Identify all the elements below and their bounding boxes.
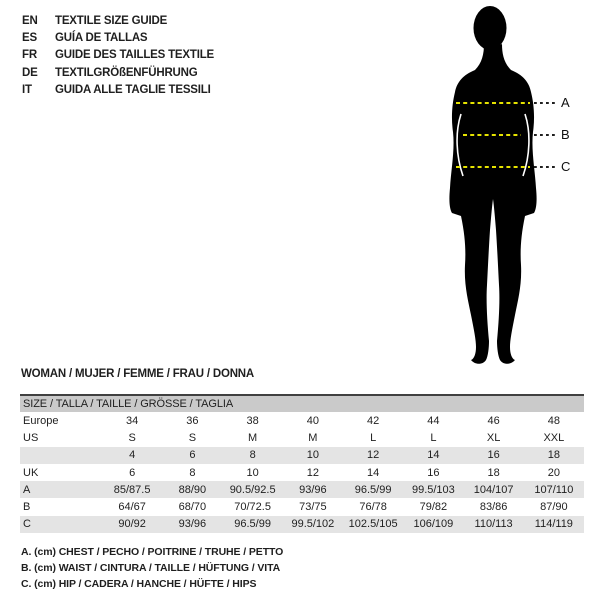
head-silhouette [474, 6, 507, 50]
size-cell: 12 [367, 449, 380, 462]
size-cell: 90.5/92.5 [229, 483, 276, 496]
size-cell: 99.5/103 [411, 483, 455, 496]
size-cell: 106/109 [413, 518, 454, 531]
size-cell: 44 [427, 414, 440, 427]
size-cell: 79/82 [419, 501, 448, 514]
row-label: A [23, 483, 31, 496]
size-cell: 93/96 [178, 518, 207, 531]
size-cell: 18 [547, 449, 560, 462]
language-code: ES [22, 31, 37, 44]
measurement-legend [21, 544, 283, 592]
size-cell: XXL [543, 431, 565, 444]
size-cell: 10 [246, 466, 259, 479]
size-cell: 64/67 [118, 501, 146, 514]
size-cell: 6 [129, 466, 136, 479]
size-cell: 85/87.5 [113, 483, 151, 496]
size-cell: 90/92 [118, 518, 146, 531]
measurement-label-a: A [561, 95, 570, 110]
table-header-label: SIZE / TALLA / TAILLE / GRÖSSE / TAGLIA [23, 398, 234, 410]
table-header-row [20, 394, 584, 412]
language-header [22, 12, 214, 98]
size-cell: 40 [306, 414, 319, 427]
size-cell: S [128, 431, 136, 444]
size-cell: 38 [246, 414, 259, 427]
body-silhouette [449, 44, 536, 364]
size-cell: 8 [249, 449, 256, 462]
size-cell: 12 [306, 466, 319, 479]
language-row [22, 81, 214, 98]
size-cell: 93/96 [299, 483, 327, 496]
language-code: EN [22, 14, 38, 27]
size-cell: 42 [367, 414, 380, 427]
language-code: DE [22, 66, 38, 79]
size-cell: 14 [427, 449, 440, 462]
guide-title: TEXTILGRÖßENFÜHRUNG [55, 66, 198, 79]
row-label: B [23, 501, 31, 514]
size-cell: 96.5/99 [234, 518, 271, 531]
language-row [22, 12, 214, 29]
size-cell: 6 [189, 449, 196, 462]
size-cell: 14 [367, 466, 380, 479]
table-row-waist-b [20, 498, 584, 515]
size-cell: 114/119 [534, 518, 573, 531]
section-title: WOMAN / MUJER / FEMME / FRAU / DONNA [21, 368, 255, 380]
guide-title: TEXTILE SIZE GUIDE [55, 14, 168, 27]
size-cell: 73/75 [299, 501, 327, 514]
row-label: Europe [23, 414, 59, 427]
size-cell: 16 [427, 466, 440, 479]
row-label: UK [23, 466, 39, 479]
table-row-europe [20, 412, 584, 429]
size-cell: 8 [189, 466, 196, 479]
size-cell: 96.5/99 [354, 483, 392, 496]
language-code: IT [22, 83, 32, 96]
size-cell: 102.5/105 [348, 518, 398, 531]
size-cell: 110/113 [474, 518, 513, 531]
size-cell: S [188, 431, 197, 444]
table-row-hip-c [20, 516, 584, 533]
size-cell: 16 [487, 449, 500, 462]
size-cell: 34 [126, 414, 139, 427]
language-row [22, 47, 214, 64]
guide-title: GUÍA DE TALLAS [55, 31, 148, 44]
size-cell: M [308, 431, 318, 444]
table-row-us-numeric [20, 447, 584, 464]
size-cell: L [370, 431, 377, 444]
language-code: FR [22, 49, 37, 62]
size-cell: XL [486, 431, 501, 444]
size-cell: 4 [129, 449, 136, 462]
size-cell: 20 [547, 466, 560, 479]
size-cell: 83/86 [479, 501, 508, 514]
size-table [20, 394, 584, 533]
size-cell: 87/90 [540, 501, 568, 514]
guide-title: GUIDE DES TAILLES TEXTILE [55, 49, 214, 62]
legend-hip: C. (cm) HIP / CADERA / HANCHE / HÜFTE / HIPS [21, 578, 257, 590]
measurement-label-c: C [561, 159, 571, 174]
legend-waist: B. (cm) WAIST / CINTURA / TAILLE / HÜFTUNG / VITA [21, 562, 281, 574]
row-label: C [23, 518, 31, 531]
size-cell: 18 [487, 466, 500, 479]
size-cell: 46 [487, 414, 500, 427]
language-row [22, 29, 214, 46]
size-cell: 36 [186, 414, 199, 427]
woman-silhouette-figure [415, 0, 600, 370]
guide-title: GUIDA ALLE TAGLIE TESSILI [55, 83, 211, 96]
size-cell: 76/78 [359, 501, 387, 514]
size-cell: 99.5/102 [291, 518, 335, 531]
legend-chest: A. (cm) CHEST / PECHO / POITRINE / TRUHE / PETTO [21, 546, 284, 558]
size-cell: 107/110 [534, 483, 574, 496]
size-cell: 70/72.5 [234, 501, 271, 514]
size-cell: 104/107 [473, 483, 514, 496]
measurement-label-b: B [561, 127, 570, 142]
size-cell: 48 [547, 414, 560, 427]
table-row-us [20, 429, 584, 446]
size-cell: 88/90 [178, 483, 207, 496]
size-cell: 10 [306, 449, 319, 462]
size-cell: 68/70 [178, 501, 207, 514]
table-row-chest-a [20, 481, 584, 498]
table-row-uk [20, 464, 584, 481]
size-cell: L [430, 431, 437, 444]
size-cell: M [248, 431, 258, 444]
language-row [22, 64, 214, 81]
row-label: US [23, 431, 39, 444]
